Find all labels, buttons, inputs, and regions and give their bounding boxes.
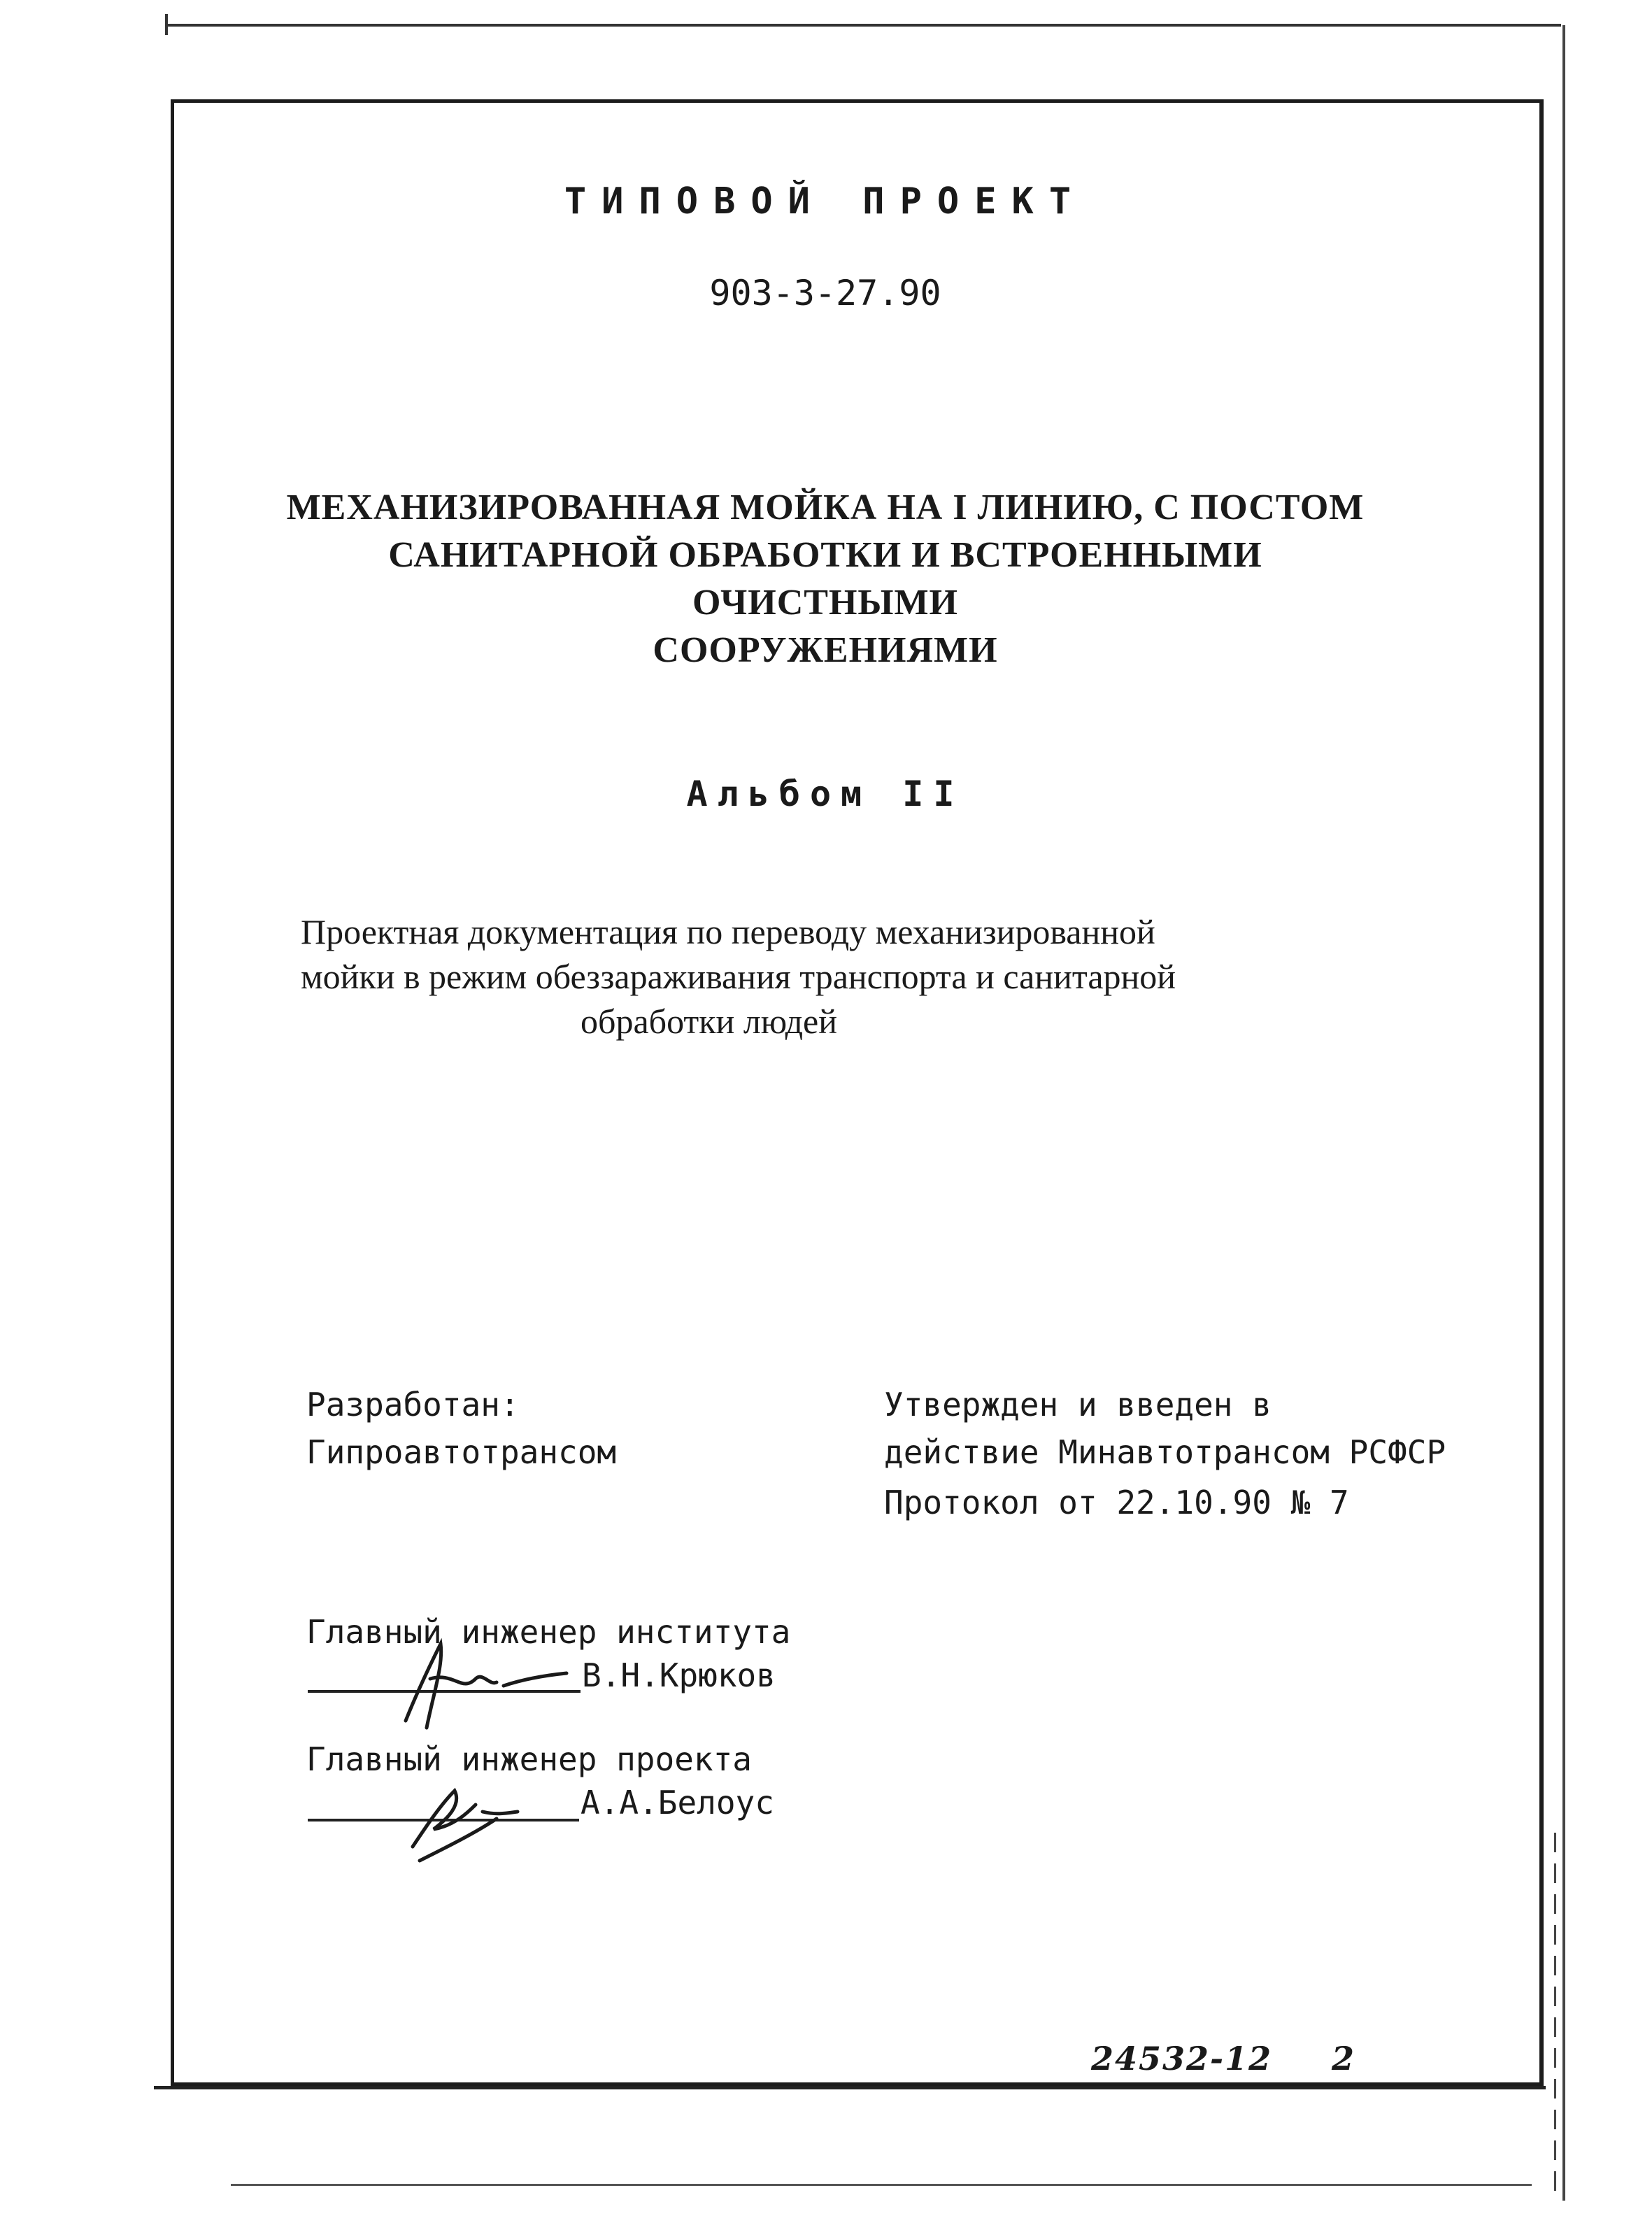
description-line: мойки в режим обеззараживания транспорта и санитарной: [301, 957, 1176, 996]
scan-top-rule: [165, 24, 1561, 27]
document-title: ТИПОВОЙ ПРОЕКТ: [564, 180, 1087, 222]
project-code: 903-3-27.90: [709, 273, 941, 313]
frame-bottom-rule: [154, 2086, 1546, 2089]
signature-name-krukov: В.Н.Крюков: [582, 1656, 776, 1694]
album-description: [301, 909, 1420, 1044]
inventory-stamp-number: 24532-12: [1091, 2040, 1273, 2078]
heading-line: САНИТАРНОЙ ОБРАБОТКИ И ВСТРОЕННЫМИ ОЧИСТНЫМИ: [388, 535, 1262, 623]
scan-right-rule: [1562, 25, 1565, 2201]
heading-line: СООРУЖЕНИЯМИ: [653, 630, 998, 670]
signature-scribble-icon: [392, 1763, 532, 1868]
album-label: Альбом II: [686, 774, 964, 814]
approval-protocol: Протокол от 22.10.90 № 7: [884, 1484, 1349, 1521]
description-line: Проектная документация по переводу механизированной: [301, 912, 1155, 951]
signature-name-belous: А.А.Белоус: [581, 1784, 774, 1821]
document-frame: [171, 99, 1544, 2086]
approval-line-1: Утвержден и введен в: [884, 1386, 1272, 1423]
developed-label: Разработан:: [306, 1386, 520, 1423]
scan-footer-rule: [231, 2184, 1532, 2186]
signature-role-chief-project-engineer: Главный инженер проекта: [306, 1740, 752, 1778]
developed-org: Гипроавтотрансом: [306, 1433, 617, 1471]
sheet-number: 2: [1332, 2040, 1355, 2078]
approval-line-2: действие Минавтотрансом РСФСР: [884, 1433, 1446, 1471]
approval-block: [884, 1381, 1446, 1526]
signature-role-chief-engineer-institute: Главный инженер института: [306, 1613, 791, 1651]
description-line: обработки людей: [581, 1002, 837, 1041]
developed-by-block: [306, 1381, 616, 1476]
signature-scribble-icon: [392, 1630, 581, 1735]
heading-line: МЕХАНИЗИРОВАННАЯ МОЙКА НА I ЛИНИЮ, С ПОСТОМ: [286, 488, 1365, 527]
project-heading: [266, 484, 1385, 674]
scan-right-dashed-rule: [1554, 1833, 1556, 2196]
